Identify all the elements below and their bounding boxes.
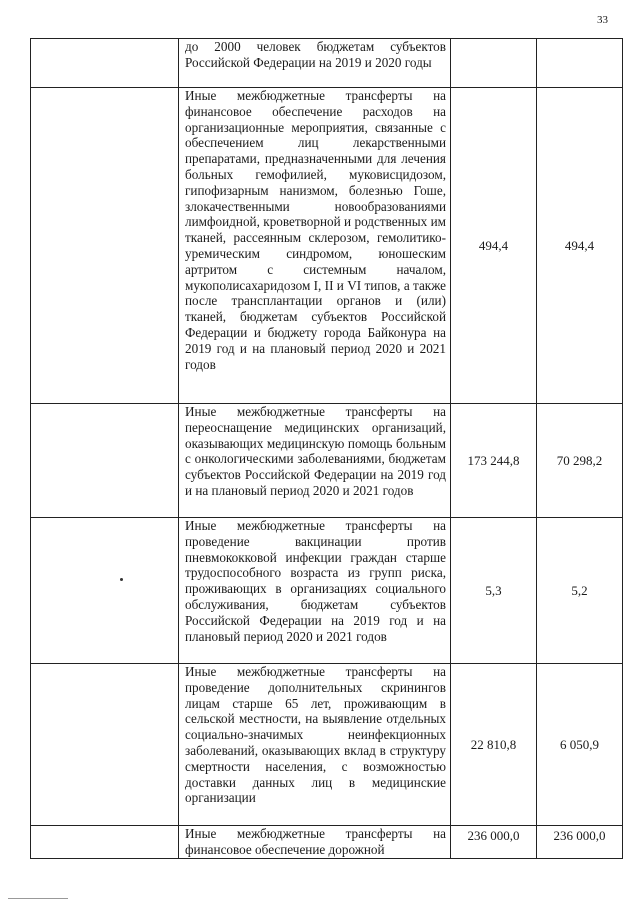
row-description: Иные межбюджетные трансферты на проведение вакцинации против пневмококковой инфекции граждан старше трудоспособного возраста из групп риска, проживающих в организациях социального обслуживания, бюджетам субъектов Российской Федерации на 2019 год и на плановый период 2020 и 2021 годов — [179, 518, 451, 664]
value-2020: 236 000,0 — [537, 826, 623, 859]
row-description: Иные межбюджетные трансферты на переоснащение медицинских организаций, оказывающих медицинскую помощь больным с онкологическими заболеваниями, бюджетам субъектов Российской Федерации на 2019 год и на плановый период 2020 и 2021 годов — [179, 404, 451, 518]
code-cell — [31, 404, 179, 518]
code-cell — [31, 664, 179, 826]
code-cell — [31, 39, 179, 88]
row-description: Иные межбюджетные трансферты на финансовое обеспечение расходов на организационные мероприятия, связанные с обеспечением лиц лекарственными препаратами, предназначенными для лечения больных гемофилией, муковисцидозом, гипофизарным нанизмом, болезнью Гоше, злокачественными новообразованиями лимфоидной, кроветворной и родственных им тканей, рассеянным склерозом, гемолитико-уремическим синдромом, юношеским артритом с системным началом, мукополисахаридозом I, II и VI типов, а также после трансплантации органов и (или) тканей, бюджетам субъектов Российской Федерации и бюджету города Байконура на 2019 год и на плановый период 2020 и 2021 годов — [179, 88, 451, 404]
value-2020: 494,4 — [537, 88, 623, 404]
value-2019: 173 244,8 — [451, 404, 537, 518]
footer-mark — [8, 898, 68, 899]
code-cell — [31, 826, 179, 859]
row-description: Иные межбюджетные трансферты на проведение дополнительных скринингов лицам старше 65 лет, проживающим в сельской местности, на выявление отдельных социально-значимых неинфекционных заболеваний, оказывающих вклад в структуру смертности населения, с возможностью доставки данных лиц в медицинские организации — [179, 664, 451, 826]
page-number: 33 — [597, 14, 608, 26]
code-cell — [31, 518, 179, 664]
value-2019 — [451, 39, 537, 88]
value-2019: 494,4 — [451, 88, 537, 404]
value-2020: 6 050,9 — [537, 664, 623, 826]
code-cell — [31, 88, 179, 404]
table-row — [31, 88, 623, 404]
value-2020: 70 298,2 — [537, 404, 623, 518]
value-2019: 22 810,8 — [451, 664, 537, 826]
table-row — [31, 39, 623, 88]
stray-dot — [120, 578, 123, 581]
table-row — [31, 826, 623, 859]
table-row — [31, 518, 623, 664]
value-2019: 236 000,0 — [451, 826, 537, 859]
value-2020 — [537, 39, 623, 88]
row-description: Иные межбюджетные трансферты на финансовое обеспечение дорожной — [179, 826, 451, 859]
row-description: до 2000 человек бюджетам субъектов Российской Федерации на 2019 и 2020 годы — [179, 39, 451, 88]
value-2019: 5,3 — [451, 518, 537, 664]
value-2020: 5,2 — [537, 518, 623, 664]
table-row — [31, 404, 623, 518]
table-row — [31, 664, 623, 826]
budget-table — [30, 38, 623, 859]
